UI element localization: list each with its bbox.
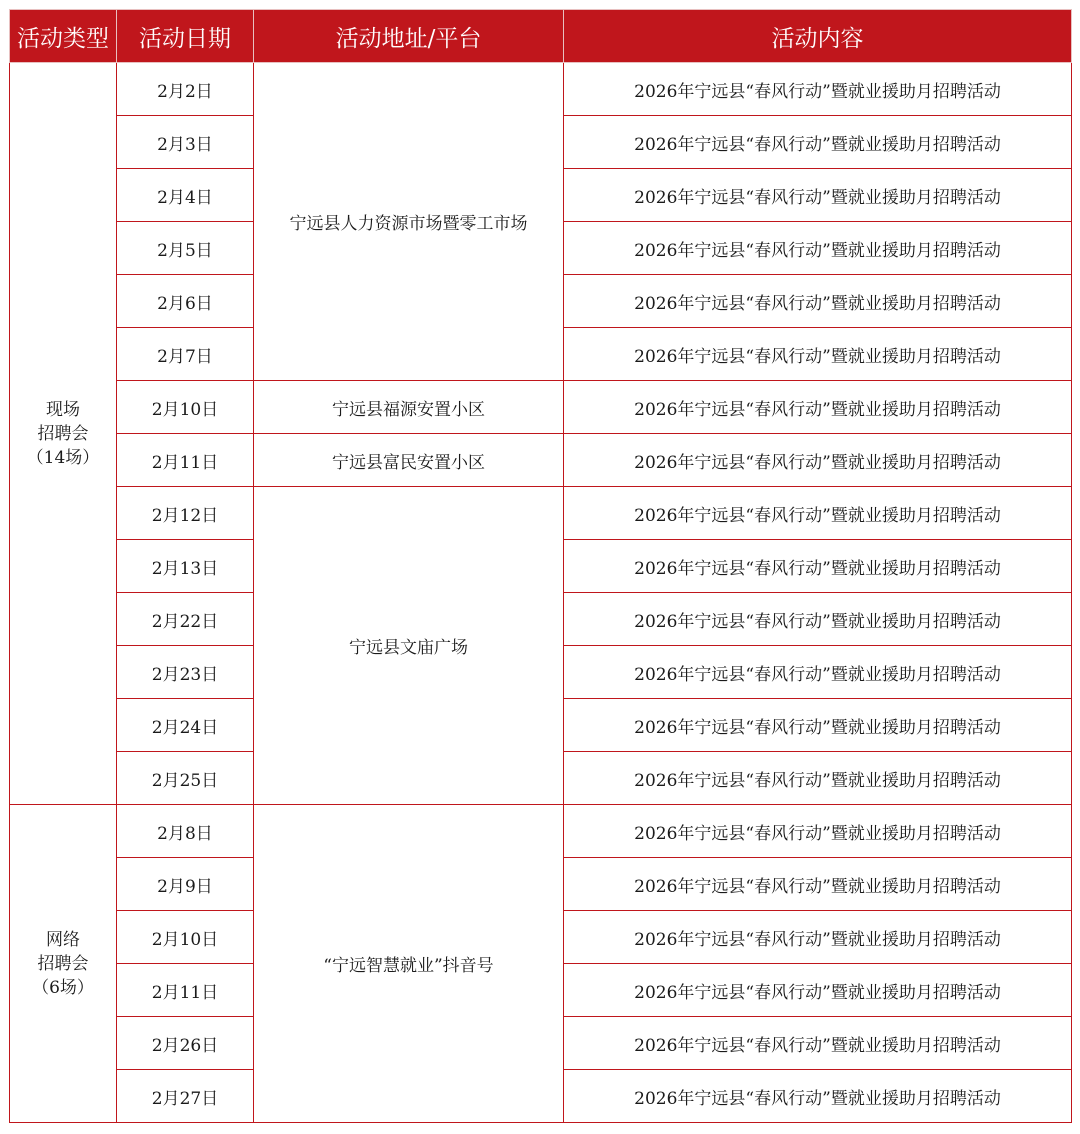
- activity-type-label: 招聘会: [37, 953, 89, 974]
- header-activity-location: 活动地址/平台: [254, 10, 564, 63]
- activity-schedule-table: [9, 9, 1072, 1123]
- activity-date-cell: 2月7日: [117, 328, 254, 381]
- activity-content-cell: 2026年宁远县“春风行动”暨就业援助月招聘活动: [564, 1017, 1072, 1070]
- activity-content-cell: 2026年宁远县“春风行动”暨就业援助月招聘活动: [564, 328, 1072, 381]
- activity-type-label: （6场）: [32, 977, 94, 998]
- table-row: [10, 805, 1072, 858]
- activity-content-cell: 2026年宁远县“春风行动”暨就业援助月招聘活动: [564, 487, 1072, 540]
- activity-type-cell: [10, 805, 117, 1123]
- activity-location-cell: 宁远县福源安置小区: [254, 381, 564, 434]
- activity-content-cell: 2026年宁远县“春风行动”暨就业援助月招聘活动: [564, 646, 1072, 699]
- activity-location-cell: 宁远县富民安置小区: [254, 434, 564, 487]
- activity-date-cell: 2月10日: [117, 381, 254, 434]
- activity-date-cell: 2月26日: [117, 1017, 254, 1070]
- activity-type-label: 网络: [46, 929, 80, 950]
- activity-content-cell: 2026年宁远县“春风行动”暨就业援助月招聘活动: [564, 911, 1072, 964]
- activity-content-cell: 2026年宁远县“春风行动”暨就业援助月招聘活动: [564, 1070, 1072, 1123]
- activity-content-cell: 2026年宁远县“春风行动”暨就业援助月招聘活动: [564, 752, 1072, 805]
- activity-date-cell: 2月5日: [117, 222, 254, 275]
- table-body: [10, 63, 1072, 1123]
- activity-date-cell: 2月13日: [117, 540, 254, 593]
- activity-type-label: 招聘会: [37, 423, 89, 444]
- activity-content-cell: 2026年宁远县“春风行动”暨就业援助月招聘活动: [564, 540, 1072, 593]
- activity-date-cell: 2月27日: [117, 1070, 254, 1123]
- activity-location-cell: “宁远智慧就业”抖音号: [254, 805, 564, 1123]
- header-activity-date: 活动日期: [117, 10, 254, 63]
- activity-content-cell: 2026年宁远县“春风行动”暨就业援助月招聘活动: [564, 381, 1072, 434]
- activity-date-cell: 2月9日: [117, 858, 254, 911]
- activity-location-cell: 宁远县人力资源市场暨零工市场: [254, 63, 564, 381]
- table-row: [10, 434, 1072, 487]
- activity-date-cell: 2月22日: [117, 593, 254, 646]
- activity-type-cell: [10, 63, 117, 805]
- activity-date-cell: 2月10日: [117, 911, 254, 964]
- activity-content-cell: 2026年宁远县“春风行动”暨就业援助月招聘活动: [564, 434, 1072, 487]
- activity-content-cell: 2026年宁远县“春风行动”暨就业援助月招聘活动: [564, 116, 1072, 169]
- activity-date-cell: 2月23日: [117, 646, 254, 699]
- activity-date-cell: 2月24日: [117, 699, 254, 752]
- activity-date-cell: 2月25日: [117, 752, 254, 805]
- activity-content-cell: 2026年宁远县“春风行动”暨就业援助月招聘活动: [564, 699, 1072, 752]
- activity-type-label: （14场）: [26, 447, 100, 468]
- header-activity-content: 活动内容: [564, 10, 1072, 63]
- activity-type-label: 现场: [46, 399, 80, 420]
- header-activity-type: 活动类型: [10, 10, 117, 63]
- table-row: [10, 63, 1072, 116]
- table-header-row: [10, 10, 1072, 63]
- activity-content-cell: 2026年宁远县“春风行动”暨就业援助月招聘活动: [564, 593, 1072, 646]
- activity-content-cell: 2026年宁远县“春风行动”暨就业援助月招聘活动: [564, 63, 1072, 116]
- activity-date-cell: 2月2日: [117, 63, 254, 116]
- activity-date-cell: 2月6日: [117, 275, 254, 328]
- activity-date-cell: 2月8日: [117, 805, 254, 858]
- activity-content-cell: 2026年宁远县“春风行动”暨就业援助月招聘活动: [564, 169, 1072, 222]
- table-row: [10, 381, 1072, 434]
- activity-content-cell: 2026年宁远县“春风行动”暨就业援助月招聘活动: [564, 805, 1072, 858]
- activity-date-cell: 2月4日: [117, 169, 254, 222]
- activity-date-cell: 2月12日: [117, 487, 254, 540]
- activity-date-cell: 2月3日: [117, 116, 254, 169]
- activity-content-cell: 2026年宁远县“春风行动”暨就业援助月招聘活动: [564, 275, 1072, 328]
- activity-content-cell: 2026年宁远县“春风行动”暨就业援助月招聘活动: [564, 858, 1072, 911]
- table-row: [10, 487, 1072, 540]
- activity-content-cell: 2026年宁远县“春风行动”暨就业援助月招聘活动: [564, 222, 1072, 275]
- activity-content-cell: 2026年宁远县“春风行动”暨就业援助月招聘活动: [564, 964, 1072, 1017]
- activity-date-cell: 2月11日: [117, 964, 254, 1017]
- activity-date-cell: 2月11日: [117, 434, 254, 487]
- activity-location-cell: 宁远县文庙广场: [254, 487, 564, 805]
